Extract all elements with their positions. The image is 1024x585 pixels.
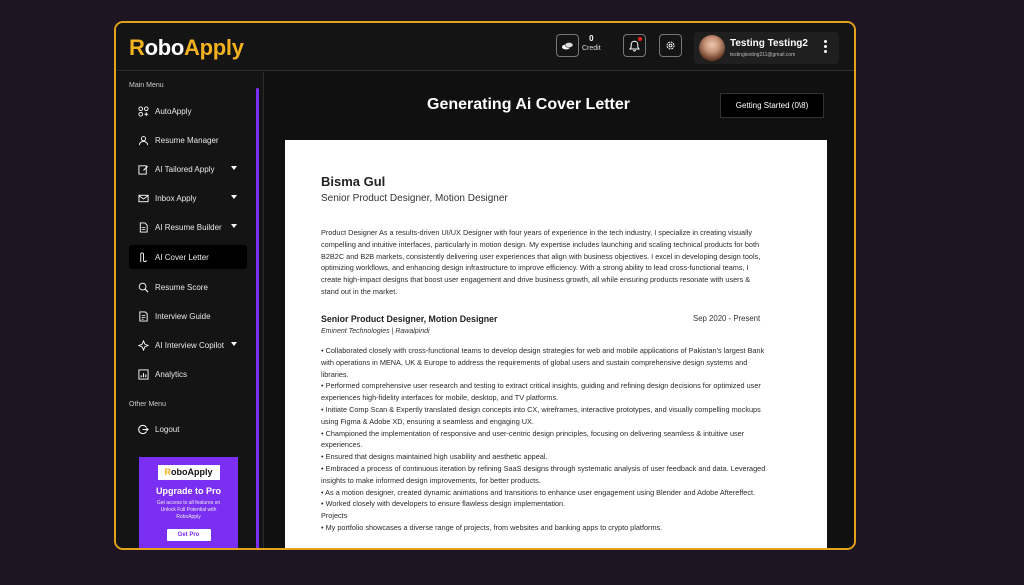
user-profile[interactable] (694, 32, 839, 64)
list-item: • As a motion designer, created dynamic animations and transitions to enhance user engagement using Blender and Adobe Aftereffect. (321, 487, 756, 497)
sidebar-item-label: Resume Manager (155, 135, 219, 145)
chevron-down-icon[interactable] (231, 224, 237, 228)
page-title: Generating Ai Cover Letter (427, 96, 631, 113)
user-email: testingtesting211@gmail.com (730, 52, 796, 58)
more-menu-icon[interactable] (824, 40, 828, 55)
sidebar-item-ai-interview-copilot[interactable] (129, 333, 247, 357)
roboapply-logo[interactable]: RoboApply (129, 35, 244, 60)
list-item: • Worked closely with developers to ensure flawless design implementation. (321, 499, 566, 509)
sidebar-item-resume-manager[interactable] (129, 128, 247, 152)
experience-bullets (321, 345, 771, 534)
summary-paragraph: Product Designer As a results-driven UI/UX Designer with four years of experience in the tech industry, I specialize in creating visually compelling and intuitive interfaces, particularly in motion design. My expertise includes launching and scaling technical products for both B2B2C and B2B markets, consistently delivering user experiences that align with business objectives. I excel in developing design tools, optimizing workflows, and enhancing design infrastructure to improve efficiency. With a strong ability to lead cross-functional teams, I create high-impact designs that boost user engagement and drive business growth, all while ensuring products resonate with users & stand out in the market. (321, 228, 761, 296)
coins-icon (561, 41, 574, 51)
chevron-down-icon[interactable] (231, 166, 237, 170)
sidebar-item-label: AI Resume Builder (155, 222, 222, 232)
list-item: • Embraced a process of continuous iteration by refining SaaS designs through systematic analysis of user feedback and data. Leveraged insights to make informed design improvements, for better products. (321, 463, 766, 485)
inbox-icon (137, 192, 149, 204)
notifications-button[interactable] (623, 34, 646, 57)
promo-title: Upgrade to Pro (155, 486, 221, 496)
job-company: Eminent Technologies | Rawalpindi (321, 328, 430, 335)
sidebar-item-resume-score[interactable] (129, 275, 247, 299)
coins-button[interactable] (556, 34, 579, 57)
credit-label: Credit (582, 45, 601, 52)
document-icon (137, 221, 149, 233)
sidebar-item-logout[interactable] (129, 417, 247, 441)
app-window (114, 21, 856, 550)
sidebar-item-ai-resume-builder[interactable] (129, 215, 247, 239)
sidebar-scrollbar[interactable] (256, 88, 259, 550)
sidebar-item-autoapply[interactable] (129, 99, 247, 123)
sidebar-item-label: AI Tailored Apply (155, 164, 215, 174)
cover-letter-icon (137, 251, 149, 263)
sidebar-item-label: Interview Guide (155, 311, 211, 321)
sidebar-item-inbox-apply[interactable] (129, 186, 247, 210)
sidebar-item-label: Analytics (155, 369, 188, 379)
list-item: • My portfolio showcases a diverse range of projects, from websites and banking apps to crypto platforms. (321, 522, 663, 532)
sidebar (116, 72, 264, 550)
get-pro-button[interactable]: Get Pro (167, 529, 211, 541)
sidebar-item-label: AutoApply (155, 106, 192, 116)
sidebar-item-ai-cover-letter[interactable] (129, 245, 247, 269)
cover-letter-document[interactable] (285, 140, 827, 550)
user-icon (137, 134, 149, 146)
job-title: Senior Product Designer, Motion Designer (321, 314, 498, 324)
gear-icon (665, 40, 676, 51)
main-content (265, 72, 856, 550)
credit-display (582, 34, 601, 54)
job-dates: Sep 2020 - Present (693, 314, 761, 323)
settings-button[interactable] (659, 34, 682, 57)
main-menu-label: Main Menu (129, 82, 164, 89)
projects-heading: Projects (321, 511, 348, 521)
copilot-icon (137, 339, 149, 351)
list-item: • Collaborated closely with cross-functional teams to develop design strategies for web and mobile applications of Pakistan's largest Bank with operations in MENA, UK & Europe to address the requirements of global users and sustain comprehensive design systems and libraries. (321, 346, 765, 379)
candidate-name: Bisma Gul (321, 174, 386, 189)
autoapply-icon (137, 105, 149, 117)
getting-started-button[interactable]: Getting Started (0\8) (720, 93, 824, 118)
sidebar-item-analytics[interactable] (129, 362, 247, 386)
sidebar-item-ai-tailored-apply[interactable] (129, 157, 247, 181)
sidebar-item-interview-guide[interactable] (129, 304, 247, 328)
promo-description: Get access to all features on Unlock Full Potential with RoboApply (156, 500, 221, 520)
list-item: • Performed comprehensive user research and testing to extract critical insights, guiding and refining design decisions for optimized user experiences high-fidelity interfaces for mobile, desktop, and TV platforms. (321, 381, 761, 403)
sidebar-item-label: Logout (155, 424, 180, 434)
other-menu-label: Other Menu (129, 401, 166, 408)
sidebar-item-label: AI Cover Letter (155, 252, 209, 262)
sidebar-item-label: Resume Score (155, 282, 208, 292)
edit-doc-icon (137, 163, 149, 175)
sidebar-item-label: Inbox Apply (155, 193, 197, 203)
top-bar (116, 23, 854, 71)
notification-dot (638, 37, 642, 41)
analytics-icon (137, 368, 149, 380)
bell-icon (629, 40, 640, 52)
chevron-down-icon[interactable] (231, 342, 237, 346)
logout-icon (137, 423, 149, 435)
upgrade-promo-card (139, 457, 238, 550)
sidebar-item-label: AI Interview Copilot (155, 340, 224, 350)
list-item: • Ensured that designs maintained high usability and aesthetic appeal. (321, 452, 548, 462)
guide-icon (137, 310, 149, 322)
avatar (699, 35, 725, 61)
promo-logo: RoboApply (158, 465, 220, 480)
search-score-icon (137, 281, 149, 293)
chevron-down-icon[interactable] (231, 195, 237, 199)
list-item: • Initiate Comp Scan & Expertly translated design concepts into CX, wireframes, interactive prototypes, and visually compelling mockups using Figma & Adobe XD, ensuring a seamless and engaging UX. (321, 404, 761, 426)
user-name: Testing Testing2 (730, 38, 808, 49)
credit-count: 0 (589, 34, 594, 43)
candidate-role: Senior Product Designer, Motion Designer (321, 193, 508, 204)
list-item: • Championed the implementation of responsive and user-centric design principles, focusing on delivering seamless & intuitive user experiences. (321, 428, 745, 450)
